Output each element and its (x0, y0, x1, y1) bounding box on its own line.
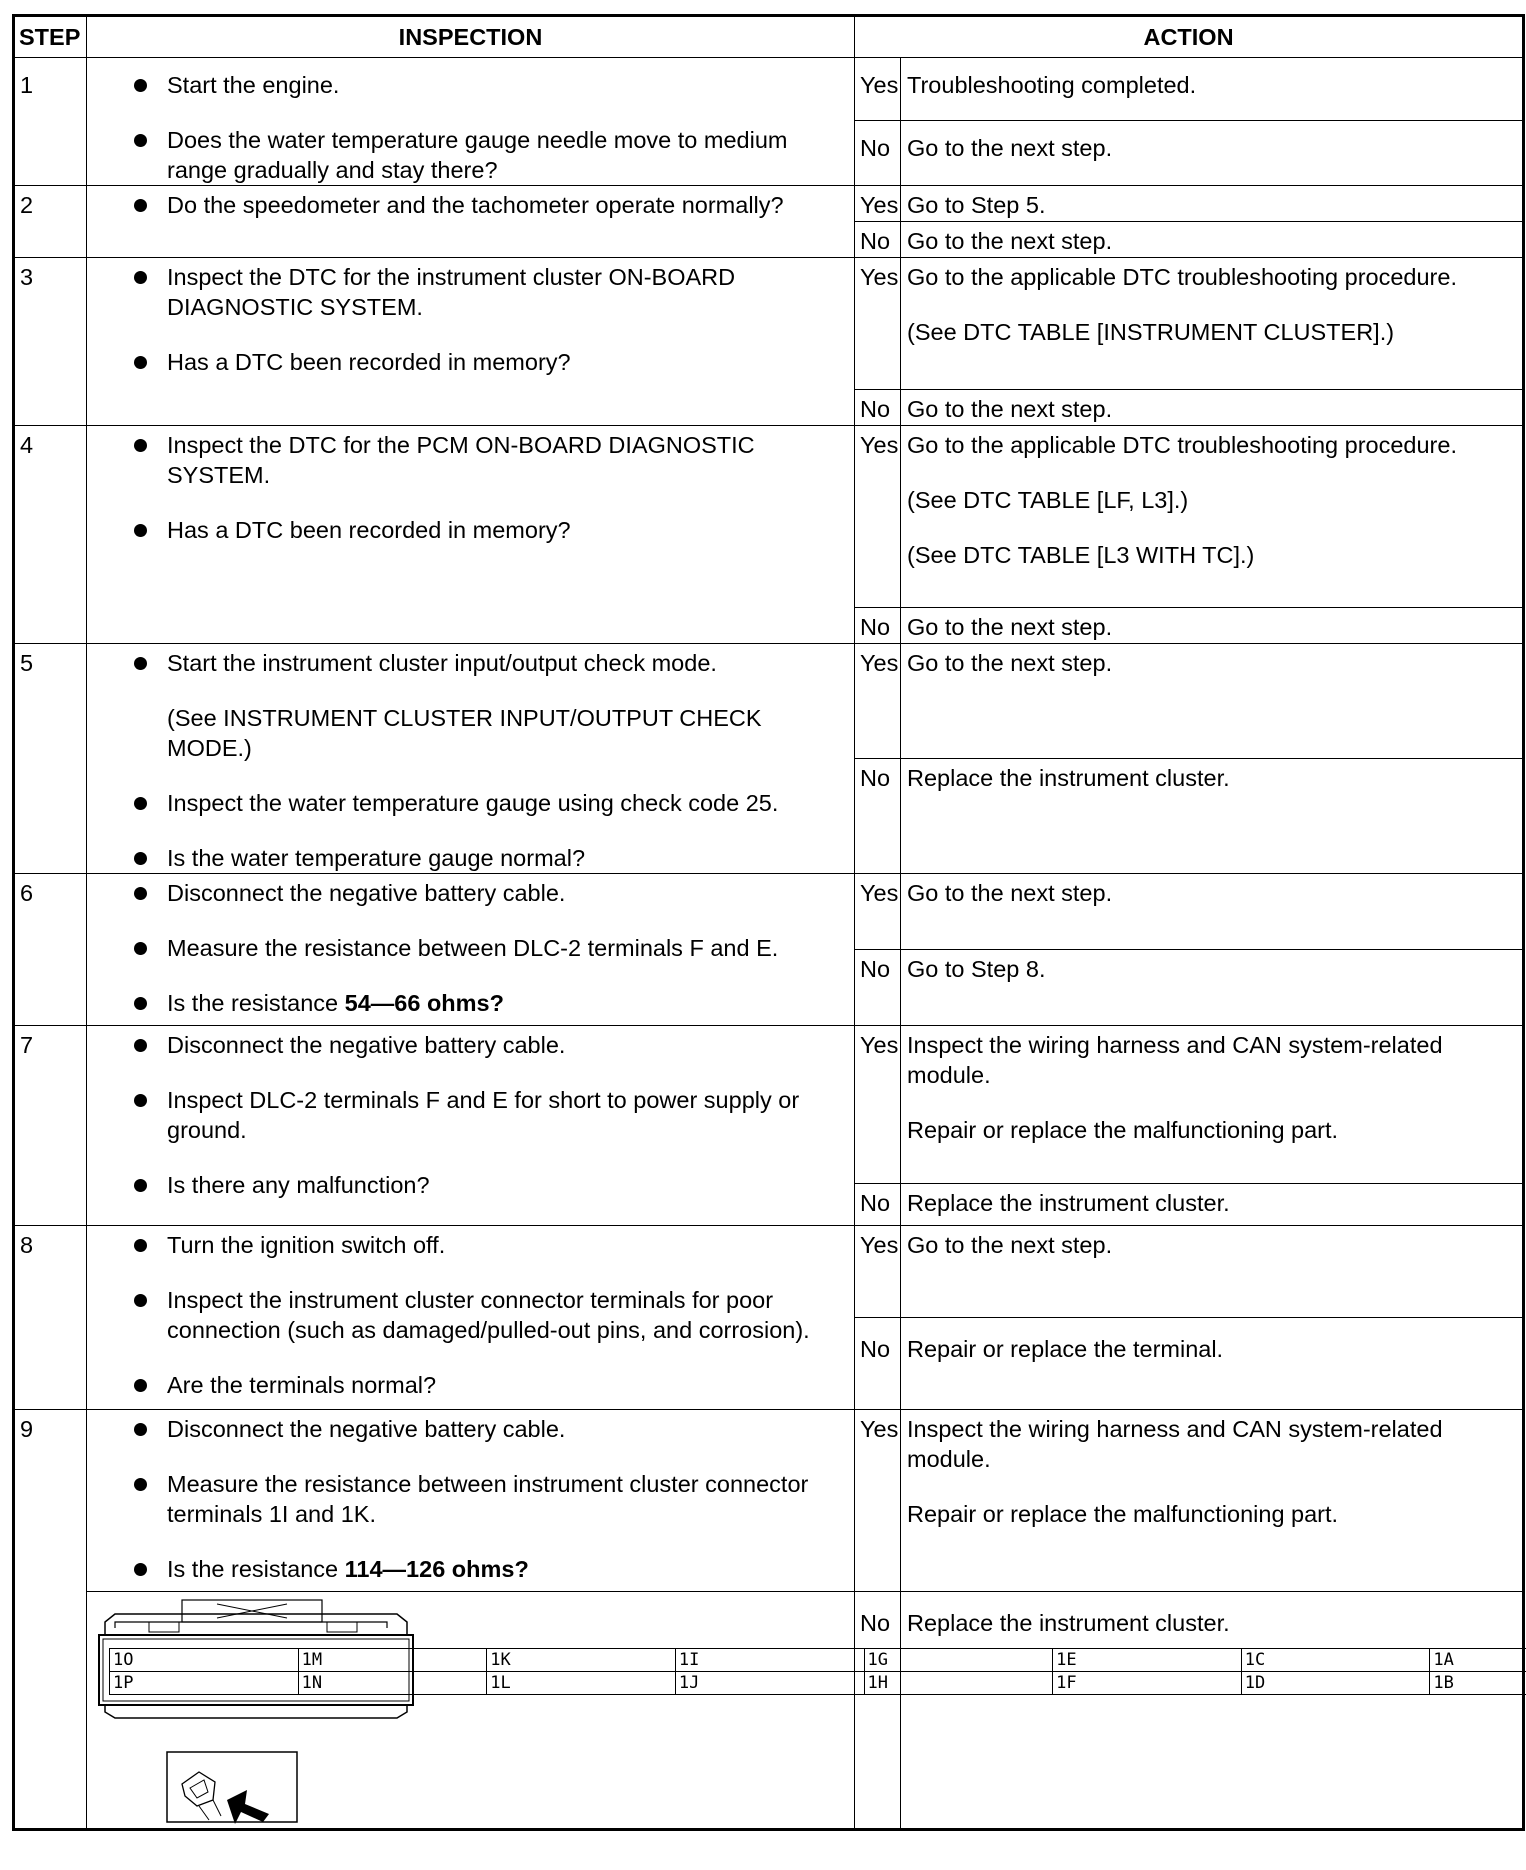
inspection-item (87, 988, 844, 1018)
action-text: Go to the next step. (907, 880, 1113, 906)
terminal-1J: 1J (675, 1672, 864, 1695)
action-header: ACTION (855, 16, 1524, 58)
no-label: No (855, 950, 901, 1026)
table-row (14, 1226, 1524, 1318)
action-text: (See DTC TABLE [L3 WITH TC].) (907, 542, 1255, 568)
inspection-item: Is there any malfunction? (87, 1170, 844, 1200)
no-action (901, 390, 1524, 426)
terminal-1G: 1G (864, 1649, 1053, 1672)
step-number: 2 (14, 186, 87, 258)
yes-label: Yes (855, 1026, 901, 1184)
table-row (14, 644, 1524, 759)
no-action (901, 1318, 1524, 1410)
no-label: No (855, 608, 901, 644)
action-text: Repair or replace the malfunctioning part. (907, 1501, 1339, 1527)
action-text: Go to the next step. (907, 614, 1113, 640)
action-text: Inspect the wiring harness and CAN system-related module. (907, 1032, 1443, 1088)
action-text: Repair or replace the malfunctioning part. (907, 1117, 1339, 1143)
inspection-item: Inspect the DTC for the PCM ON-BOARD DIAGNOSTIC SYSTEM. (87, 430, 844, 490)
terminal-1I: 1I (675, 1649, 864, 1672)
action-text: Go to the next step. (907, 228, 1113, 254)
inspection-item: Disconnect the negative battery cable. (87, 878, 844, 908)
no-action (901, 222, 1524, 258)
resistance-value: 114—126 ohms? (344, 1556, 529, 1582)
inspection-header: INSPECTION (87, 16, 855, 58)
yes-action (901, 1410, 1524, 1592)
table-row (14, 874, 1524, 950)
terminal-1L: 1L (487, 1672, 676, 1695)
inspection-item: Inspect the DTC for the instrument cluster ON-BOARD DIAGNOSTIC SYSTEM. (87, 262, 844, 322)
yes-action (901, 1026, 1524, 1184)
header-row (14, 16, 1524, 58)
yes-label: Yes (855, 426, 901, 608)
step-number: 6 (14, 874, 87, 1026)
inspection-item: Has a DTC been recorded in memory? (87, 515, 844, 545)
terminal-1N: 1N (298, 1672, 487, 1695)
yes-label: Yes (855, 1410, 901, 1592)
no-label: No (855, 1592, 901, 1830)
inspection-cell (87, 186, 855, 258)
troubleshooting-table-wrapper (12, 14, 1522, 1831)
terminal-1F: 1F (1053, 1672, 1242, 1695)
no-label: No (855, 1184, 901, 1226)
terminal-1B: 1B (1430, 1672, 1526, 1695)
action-text: Go to the applicable DTC troubleshooting procedure. (907, 264, 1457, 290)
yes-action (901, 186, 1524, 222)
step-number: 5 (14, 644, 87, 874)
yes-label: Yes (855, 874, 901, 950)
no-action (901, 608, 1524, 644)
action-text: Go to the applicable DTC troubleshooting procedure. (907, 432, 1457, 458)
yes-label: Yes (855, 186, 901, 222)
step-number: 8 (14, 1226, 87, 1410)
terminal-row-top (110, 1649, 1526, 1672)
inspection-cell (87, 1410, 855, 1592)
inspection-item-text: Is the resistance (167, 990, 345, 1016)
inspection-item: Start the engine. (87, 70, 844, 100)
inspection-cell (87, 1226, 855, 1410)
terminal-1A: 1A (1430, 1649, 1526, 1672)
inspection-item: Does the water temperature gauge needle move to medium range gradually and stay there? (87, 125, 844, 185)
step-number: 7 (14, 1026, 87, 1226)
action-text: Replace the instrument cluster. (907, 765, 1230, 791)
inspection-item: Inspect DLC-2 terminals F and E for short to power supply or ground. (87, 1085, 844, 1145)
inspection-item (87, 1554, 844, 1584)
troubleshooting-table (12, 14, 1525, 1831)
inspection-item: Has a DTC been recorded in memory? (87, 347, 844, 377)
yes-action (901, 644, 1524, 759)
table-row (14, 258, 1524, 390)
no-label: No (855, 120, 901, 185)
inspection-item: Inspect the water temperature gauge using check code 25. (87, 788, 844, 818)
action-text: Go to the next step. (907, 650, 1113, 676)
inspection-cell (87, 58, 855, 186)
connector-outline (87, 1592, 417, 1827)
action-text: Replace the instrument cluster. (907, 1610, 1230, 1636)
yes-label: Yes (855, 258, 901, 390)
inspection-item: Start the instrument cluster input/output check mode. (87, 648, 844, 678)
step-number: 3 (14, 258, 87, 426)
action-text: Troubleshooting completed. (907, 72, 1197, 98)
no-action (901, 1184, 1524, 1226)
step-number: 1 (14, 58, 87, 186)
terminal-1D: 1D (1241, 1672, 1430, 1695)
inspection-item: Are the terminals normal? (87, 1370, 844, 1400)
yes-action (901, 258, 1524, 390)
table-row (14, 58, 1524, 121)
action-text: (See DTC TABLE [LF, L3].) (907, 487, 1189, 513)
inspection-cell (87, 1026, 855, 1226)
terminal-1C: 1C (1241, 1649, 1430, 1672)
action-text: Inspect the wiring harness and CAN system-related module. (907, 1416, 1443, 1472)
inspection-item: Is the water temperature gauge normal? (87, 843, 844, 873)
table-row (14, 1410, 1524, 1592)
action-text: Go to Step 8. (907, 956, 1046, 982)
yes-action (901, 58, 1524, 121)
inspection-item: Measure the resistance between instrument cluster connector terminals 1I and 1K. (87, 1469, 844, 1529)
action-text: Go to the next step. (907, 134, 1113, 161)
terminal-1H: 1H (864, 1672, 1053, 1695)
terminal-row-bottom (110, 1672, 1526, 1695)
step-number: 9 (14, 1410, 87, 1830)
table-row (14, 186, 1524, 222)
no-action (901, 120, 1524, 185)
yes-label: Yes (855, 1226, 901, 1318)
table-row (14, 1026, 1524, 1184)
inspection-item: Disconnect the negative battery cable. (87, 1030, 844, 1060)
inspection-item: Turn the ignition switch off. (87, 1230, 844, 1260)
no-action (901, 759, 1524, 874)
no-action (901, 950, 1524, 1026)
terminal-1O: 1O (110, 1649, 299, 1672)
action-text: Go to Step 5. (907, 192, 1046, 218)
inspection-cell (87, 644, 855, 874)
no-label: No (855, 1318, 901, 1410)
inspection-item-text: Is the resistance (167, 1556, 345, 1582)
inspection-cell (87, 426, 855, 644)
inspection-note: (See INSTRUMENT CLUSTER INPUT/OUTPUT CHECK MODE.) (167, 705, 762, 761)
terminal-1K: 1K (487, 1649, 676, 1672)
action-text: Go to the next step. (907, 396, 1113, 422)
action-text: (See DTC TABLE [INSTRUMENT CLUSTER].) (907, 319, 1395, 345)
resistance-value: 54—66 ohms? (344, 990, 504, 1016)
no-action (901, 1592, 1524, 1830)
yes-label: Yes (855, 644, 901, 759)
action-text: Repair or replace the terminal. (907, 1336, 1224, 1362)
terminal-1M: 1M (298, 1649, 487, 1672)
action-text: Replace the instrument cluster. (907, 1190, 1230, 1216)
connector-terminal-grid (109, 1648, 1526, 1695)
inspection-item: Inspect the instrument cluster connector terminals for poor connection (such as damaged/pulled-out pins, and corrosion). (87, 1285, 844, 1345)
yes-action (901, 874, 1524, 950)
table-row (14, 1592, 1524, 1830)
yes-action (901, 1226, 1524, 1318)
no-label: No (855, 222, 901, 258)
yes-action (901, 426, 1524, 608)
action-text: Go to the next step. (907, 1232, 1113, 1258)
terminal-1E: 1E (1053, 1649, 1242, 1672)
step-header: STEP (14, 16, 87, 58)
yes-label: Yes (855, 58, 901, 121)
step-number: 4 (14, 426, 87, 644)
table-row (14, 426, 1524, 608)
inspection-item: Disconnect the negative battery cable. (87, 1414, 844, 1444)
terminal-1P: 1P (110, 1672, 299, 1695)
inspection-cell (87, 874, 855, 1026)
inspection-item: Measure the resistance between DLC-2 terminals F and E. (87, 933, 844, 963)
inspection-cell (87, 258, 855, 426)
no-label: No (855, 390, 901, 426)
inspection-item: Do the speedometer and the tachometer operate normally? (87, 190, 844, 220)
no-label: No (855, 759, 901, 874)
